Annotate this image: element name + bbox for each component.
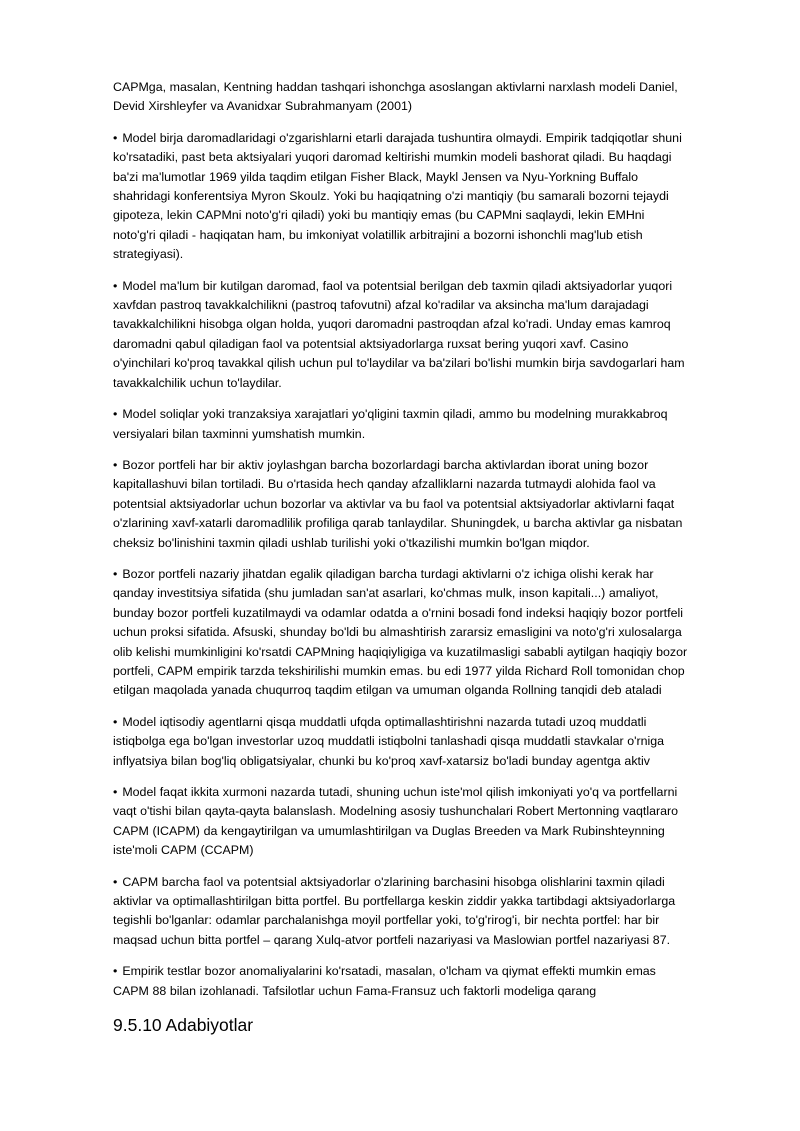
bullet-marker: • [113, 457, 118, 472]
bullet-text: Bozor portfeli har bir aktiv joylashgan barcha bozorlardagi barcha aktivlardan iborat uning bozor kapitallashuvi bilan tortiladi. Bu o'rtasida hech qanday afzalliklarni nazarda tutmaydi alohida faol va potentsial aktsiyadorlar uchun bozorlar va aktivlar va bu faol va potentsial aktsiyadorlar aktivlarni faqat o'zlarining xavf-xatarli daromadlilik profiliga qarab tanlaydilar. Shuningdek, u barcha aktivlar ga nisbatan cheksiz bo'linishini taxmin qiladi ushlab turilishi yoki o'tkazilishi mumkin bo'lgan miqdor. [113, 457, 683, 550]
bullet-item-3 [113, 405, 688, 444]
bullet-item-9 [113, 962, 688, 1001]
bullet-item-6 [113, 713, 688, 771]
intro-paragraph [113, 78, 688, 117]
bullet-text: Model faqat ikkita xurmoni nazarda tutadi, shuning uchun iste'mol qilish imkoniyati yo'q va portfellarni vaqt o'tishi bilan qayta-qayta balanslash. Modelning asosiy tushunchalari Robert Mertonning vaqtlararo CAPM (ICAPM) da kengaytirilgan va umumlashtirilgan va Duglas Breeden va Mark Rubinshteynning iste'moli CAPM (CCAPM) [113, 785, 679, 858]
bullet-text: Model ma'lum bir kutilgan daromad, faol va potentsial berilgan deb taxmin qiladi aktsiyadorlar yuqori xavfdan pastroq tavakkalchilikni (pastroq tafovutni) afzal ko'radilar va aksincha ma'lum darajadagi tavakkalchilikni hisobga olgan holda, yuqori daromadni pastroqdan afzal ko'radi. Unday emas kamroq daromadni qabul qiladigan faol va potentsial aktsiyadorlarga ruxsat bering yuqori xavf. Casino o'yinchilari ko'proq tavakkal qilish uchun pul to'laydilar va ba'zilari bo'lishi mumkin birja savdogarlari ham tavakkalchilik uchun to'laydilar. [113, 278, 685, 390]
bullet-marker: • [113, 964, 118, 979]
bullet-item-5 [113, 565, 688, 701]
bullet-item-7 [113, 783, 688, 861]
bullet-marker: • [113, 407, 118, 422]
bullet-marker: • [113, 714, 118, 729]
bullet-text: Model iqtisodiy agentlarni qisqa muddatli ufqda optimallashtirishni nazarda tutadi uzoq muddatli istiqbolga ega bo'lgan investorlar uzoq muddatli istiqbolni tanlashadi qisqa muddatli stavkalar o'rniga inflyatsiya bilan bog'liq obligatsiyalar, chunki bu ko'proq xavf-xatarsiz bo'ladi bunday agentga aktiv [113, 714, 665, 768]
bullet-item-4 [113, 456, 688, 553]
bullet-marker: • [113, 130, 118, 145]
bullet-marker: • [113, 278, 118, 293]
bullet-marker: • [113, 874, 118, 889]
section-heading: 9.5.10 Adabiyotlar [113, 1015, 254, 1036]
bullet-text: CAPM barcha faol va potentsial aktsiyadorlar o'zlarining barchasini hisobga olishlarini taxmin qiladi aktivlar va optimallashtirilgan bitta portfel. Bu portfellarga keskin ziddir yakka tartibdagi aktsiyadorlarga tegishli bo'lganlar: odamlar parchalanishga moyil portfellar yoki, to'g'rirog'i, bir nechta portfel: har bir maqsad uchun bitta portfel – qarang Xulq-atvor portfeli nazariyasi va Maslowian portfel nazariyasi 87. [113, 874, 676, 947]
bullet-marker: • [113, 785, 118, 799]
bullet-text: Bozor portfeli nazariy jihatdan egalik qiladigan barcha turdagi aktivlarni o'z ichiga olishi kerak har qanday investitsiya sifatida (shu jumladan san'at asarlari, ko'chmas mulk, inson kapitali...) amaliyot, bunday bozor portfeli kuzatilmaydi va odamlar odatda a o'rnini bosadi fond indeksi haqiqiy bozor portfeli uchun proksi sifatida. Afsuski, shunday bo'ldi bu almashtirish zararsiz emasligini va noto'g'ri xulosalarga olib kelishi mumkinligini ko'rsatdi CAPMning haqiqiyligiga va kuzatilmasligi sababli aytilgan haqiqiy bozor portfeli, CAPM empirik tarzda tekshirilishi mumkin emas. bu edi 1977 yilda Richard Roll tomonidan chop etilgan maqolada yanada chuqurroq taqdim etilgan va umuman olganda Rollning tanqidi deb ataladi [113, 566, 688, 698]
bullet-text: Model soliqlar yoki tranzaksiya xarajatlari yo'qligini taxmin qiladi, ammo bu modelning murakkabroq versiyalari bilan taxminni yumshatish mumkin. [113, 407, 668, 441]
intro-text: CAPMga, masalan, Kentning haddan tashqari ishonchga asoslangan aktivlarni narxlash modeli Daniel, Devid Xirshleyfer va Avanidxar Subrahmanyam (2001) [113, 80, 678, 114]
bullet-text: Model birja daromadlaridagi o'zgarishlarni etarli darajada tushuntira olmaydi. Empirik tadqiqotlar shuni ko'rsatadiki, past beta aktsiyalari yuqori daromad keltirishi mumkin modeli bashorat qiladi. Bu haqdagi ba'zi ma'lumotlar 1969 yilda taqdim etilgan Fisher Black, Maykl Jensen va Nyu-Yorkning Buffalo shahridagi konferentsiya Myron Skoulz. Yoki bu haqiqatning o'zi mantiqiy (bu samarali bozorni tejaydi gipoteza, lekin CAPMni noto'g'ri qiladi) yoki bu mantiqiy emas (bu CAPMni saqlaydi, lekin EMHni noto'g'ri qiladi - haqiqatan ham, bu imkoniyat volatillik arbitrajini a bozorni ishonchli mag'lub etish strategiyasi). [113, 130, 682, 262]
bullet-item-2 [113, 277, 688, 393]
bullet-item-8 [113, 873, 688, 951]
bullet-marker: • [113, 566, 118, 581]
bullet-text: Empirik testlar bozor anomaliyalarini ko'rsatadi, masalan, o'lcham va qiymat effekti mumkin emas CAPM 88 bilan izohlanadi. Tafsilotlar uchun Fama-Fransuz uch faktorli modeliga qarang [113, 964, 656, 998]
bullet-item-1 [113, 129, 688, 265]
